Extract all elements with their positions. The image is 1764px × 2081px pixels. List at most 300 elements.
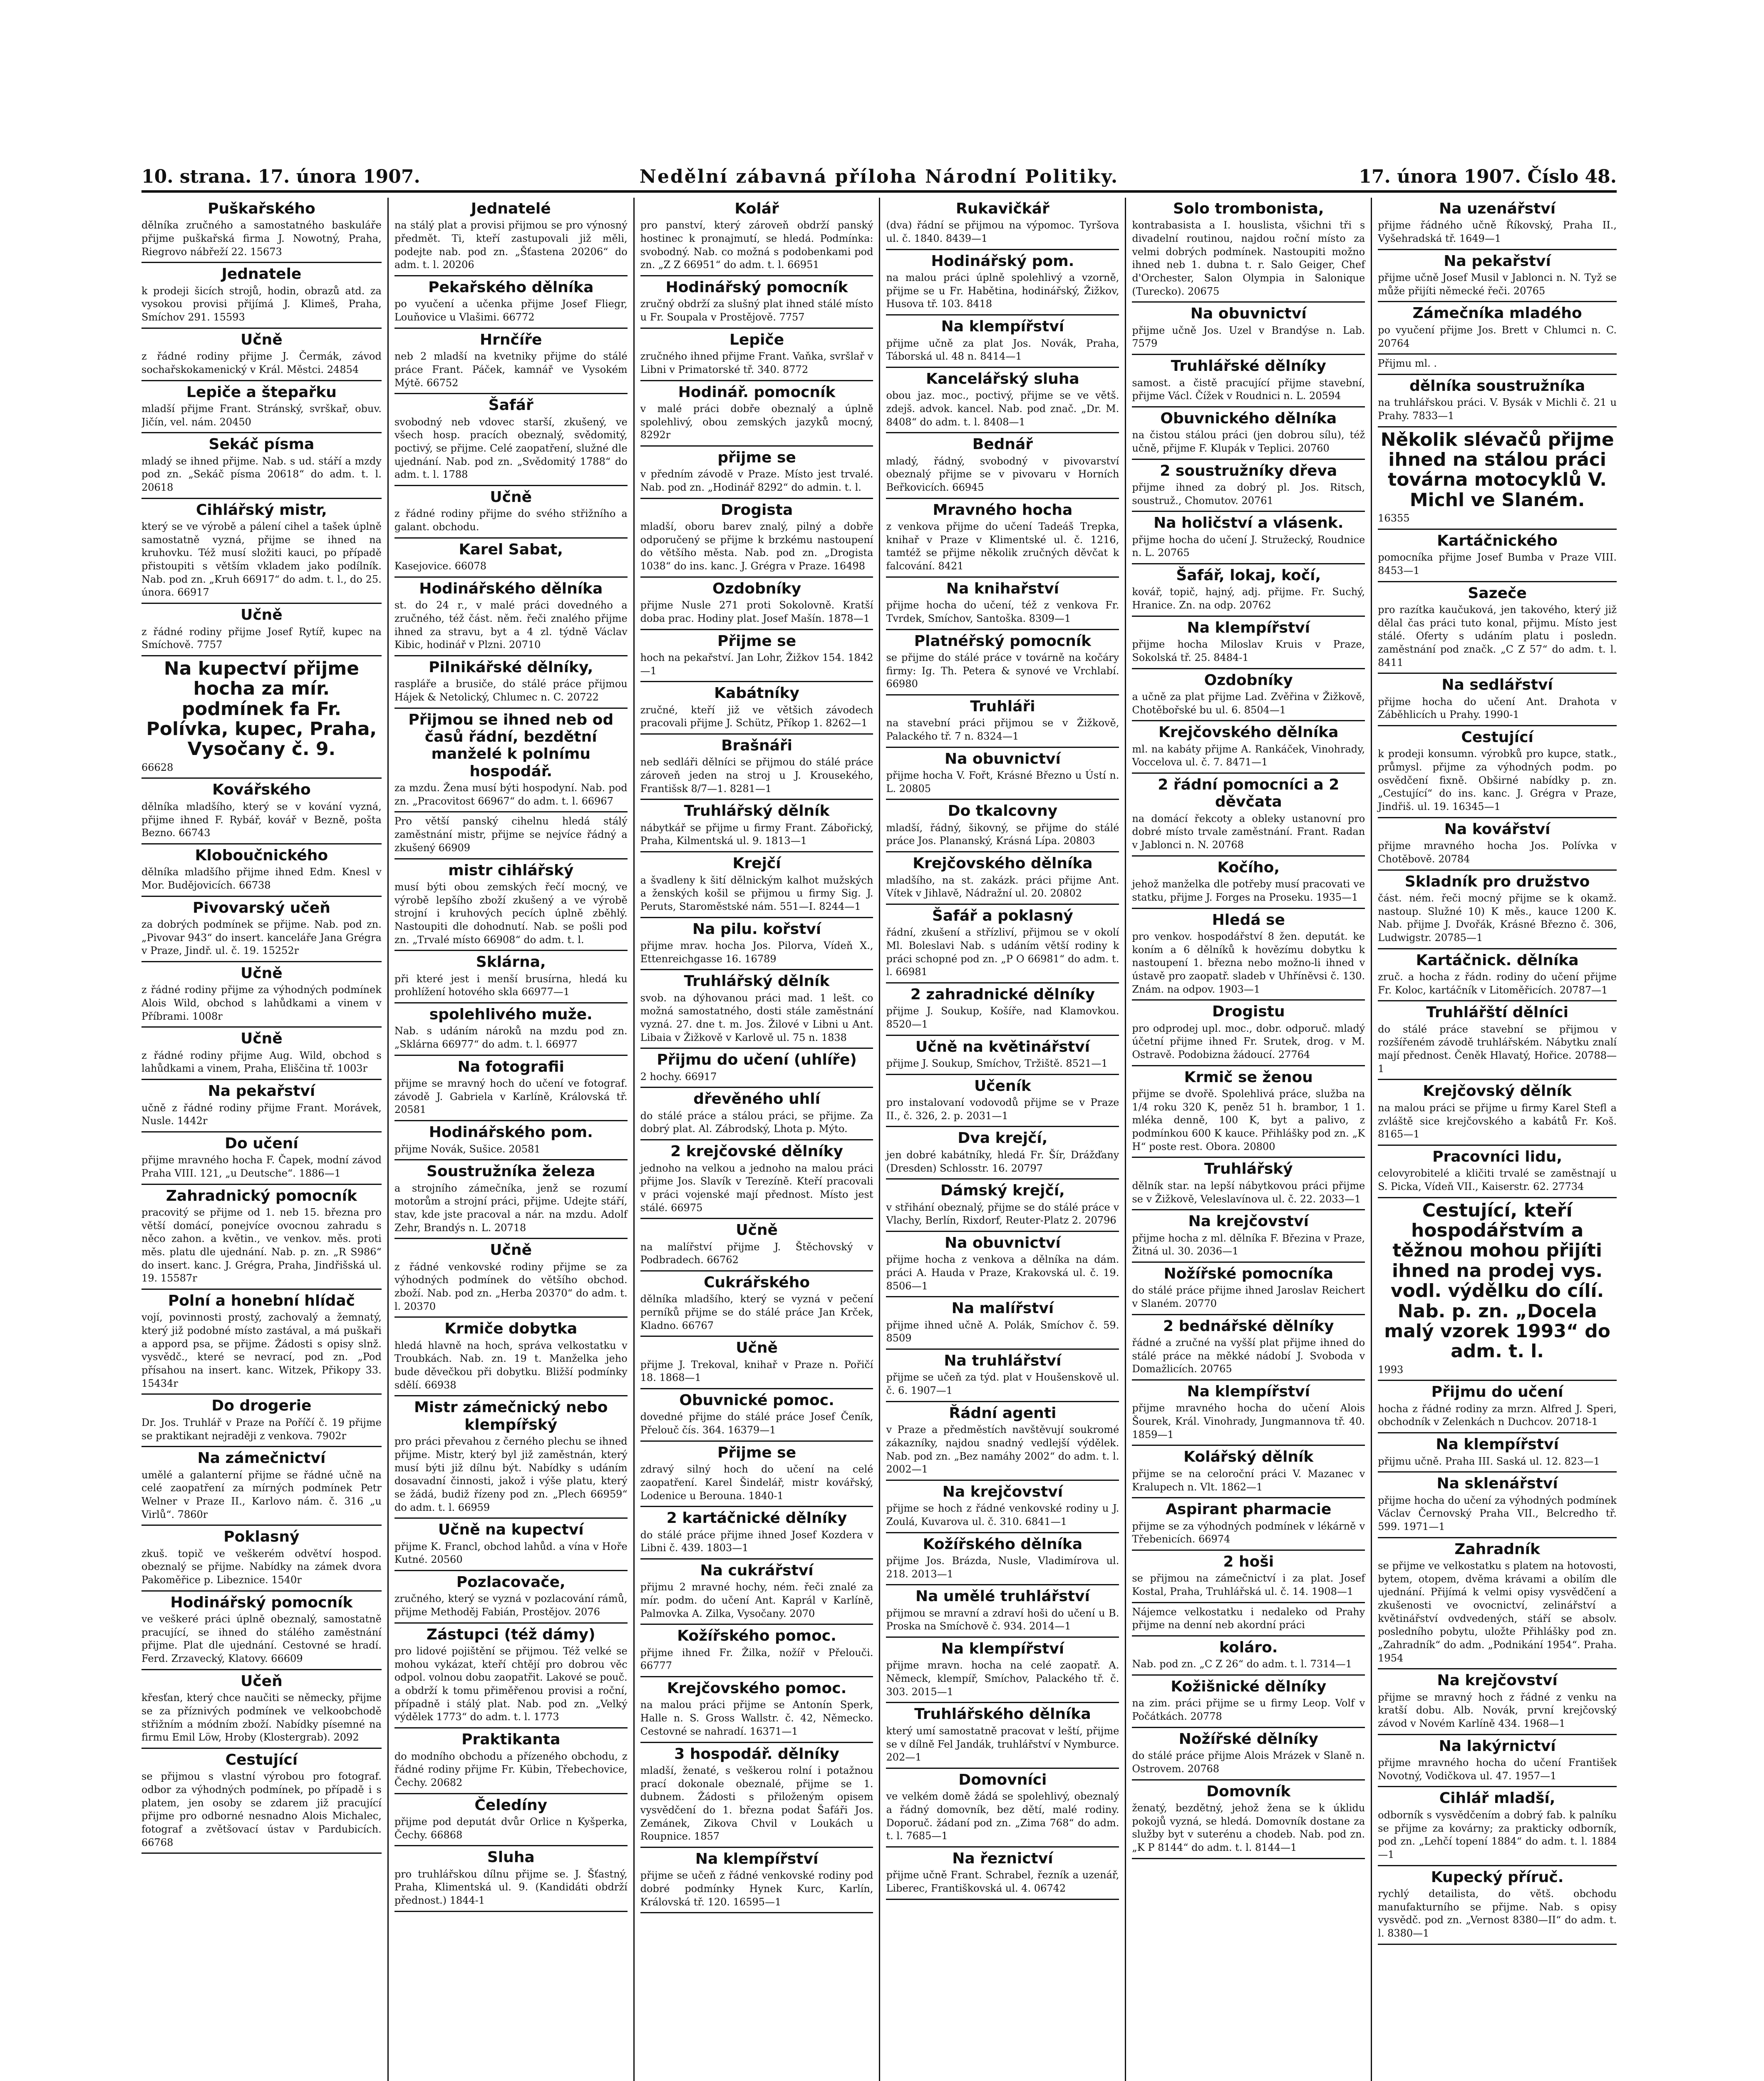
ad-body: přijme J. Trekoval, knihař v Praze n. Pořičí 18. 1868—1 [640,1358,873,1384]
ad-body: Nab. s udáním nároků na mzdu pod zn. „Sklárna 66977“ do adm. t. l. 66977 [394,1025,628,1050]
classified-ad [1132,1728,1365,1781]
ad-heading: Solo trombonistа, [1173,200,1324,217]
ad-heading: Hodinářský pom. [931,252,1074,270]
masthead [141,164,1617,193]
ad-heading: Cestující, kteří hospodářstvím a těžnou mohou přijíti ihned na prodej vys. vodl. výdělku do cílí. Nab. p. zn. „Docela malý vzorek 1993“ do adm. t. l. [1384,1199,1610,1362]
classified-ad [394,198,628,276]
classified-ad [141,604,382,656]
ad-heading: Čeledíny [474,1796,548,1814]
column-5 [1125,198,1371,2081]
ad-body: část. ném. řeči mocný přijme se k okamž. nastoup. Služné 10) K měs., kauce 1200 K. Nab. přijme J. Dvořák, Krásné Březno č. 306, Ludwigstr. 20785—1 [1378,892,1617,944]
classified-ad [886,198,1119,250]
classified-ad [1132,1498,1365,1551]
ad-heading: Na krejčovství [1437,1672,1558,1689]
ad-body: přijme mravného hocha do učení František Novotný, Vodičkova ul. 47. 1957—1 [1378,1757,1617,1782]
classified-ad [141,1080,382,1132]
ad-heading: Šafář a poklasný [932,907,1073,924]
ad-body: přijme hocha do učení Ant. Drahota v Záběhlicích u Prahy. 1990-1 [1378,695,1617,721]
classified-ad [394,1846,628,1912]
classified-ad [1132,355,1365,407]
classified-ad [141,499,382,604]
ad-body: po vyučení a učenka přijme Josef Fliegr, Louňovice u Vlašimi. 66772 [394,298,628,323]
ad-body: hocha z řádné rodiny za mrzn. Alfred J. Speri, obchodník v Zelenkách n Duchcov. 20718-1 [1378,1403,1617,1428]
ad-heading: Učeník [974,1077,1031,1095]
classified-ad [640,852,873,918]
ad-body: k prodeji konsumn. výrobků pro kupce, statk., průmysl. přijme za výhodných podm. po osvědčení fixně. Obširné nabídky p. zn. „Cestující“ do ins. kanc. J. Grégra v Praze, Jindřiš. ul. 19. 16345—1 [1378,748,1617,813]
ad-body: z řádné rodiny přijme do svého střižního a galant. obchodu. [394,508,628,533]
ad-heading: Karel Sabat, [459,541,563,558]
classified-ad [394,951,628,1003]
ad-heading: Na knihařství [946,580,1059,597]
ad-body: přijme učně Jos. Uzel v Brandýse n. Lab. 7579 [1132,324,1365,350]
ad-body: přijme se hoch z řádné venkovské rodiny u J. Zoulá, Kuvarova ul. č. 310. 6841—1 [886,1502,1119,1527]
ad-body: musí býti obou zemských řečí mocný, ve výrobě lepšího zboží zkušený a ve výrobě strojní i kruhových pecích úplně zběhlý. Nastoupiti dle dohodnutí. Nab. se pošli pod zn. „Trvalé místo 66908“ do adm. t. l. [394,881,628,946]
classified-ad [1378,949,1617,1002]
classified-ad [640,1049,873,1088]
ad-heading: Učně [241,965,283,982]
ad-heading: Šafář [488,397,533,414]
ad-heading: Na krejčovství [942,1483,1063,1500]
ad-body: k prodeji šicích strojů, hodin, obrazů atd. za vysokou provisi přijímá J. Klimeš, Praha, Smíchov 291. 15593 [141,285,382,323]
ad-body: ve velkém domě žádá se spolehlivý, obeznalý a řádný domovník, bez dětí, malé rodiny. Doporuč. žádaní pod zn. „Zima 768“ do adm. t. l. 7685—1 [886,1790,1119,1842]
ad-heading: Polní a honební hlídač [168,1292,355,1310]
ad-heading: Sluha [487,1849,535,1866]
ad-heading: Krmič se ženou [1184,1068,1313,1086]
classified-ad [141,1395,382,1447]
classified-ad [640,1140,873,1219]
classified-ad [141,962,382,1028]
ad-body: v Praze a předměstích navštěvují soukromé zákazníky, najdou snadný vedlejší výdělek. Nab. pod zn. „Bez namáhy 2002“ do adm. t. l. 2002—1 [886,1424,1119,1475]
ad-heading: Na fotografii [457,1058,564,1075]
ad-heading: Zástupci (též dámy) [426,1626,595,1643]
ad-body: 2 hochy. 66917 [640,1070,717,1083]
ad-body: v malé práci dobře obeznalý a úplně spolehlivý, obou zemských jazyků mocný, 8292r [640,402,873,441]
ad-heading: Truhlářského dělníka [914,1706,1091,1723]
ad-heading: Truhlářský dělník [684,973,830,990]
classified-ad [886,1127,1119,1180]
ad-body: v předním závodě v Praze. Místo jest trvalé. Nab. pod zn. „Hodinář 8292“ do admin. t. l. [640,468,873,494]
classified-ad [886,368,1119,433]
classified-ad [1132,1636,1365,1676]
ad-heading: 2 řádní pomocníci a 2 děvčata [1158,776,1340,811]
ad-heading: Zahradnický pomocník [166,1187,357,1204]
classified-ad [886,1533,1119,1586]
ad-body: pro práci převahou z černého plechu se ihned přijme. Mistr, který byl již zaměstnán, který musí býti již dílnu být. Nabídky s udáním dosavadní činnosti, jakož i výše platu, který se žádá, budiž řízeny pod zn. „Plech 66959“ do adm. t. l. 66959 [394,1435,628,1513]
ad-heading: Praktikanta [461,1731,561,1748]
ad-heading: Dva krejčí, [958,1130,1048,1147]
classified-ad [141,897,382,962]
ad-body: učně z řádné rodiny přijme Frant. Morávek, Nusle. 1442r [141,1102,382,1127]
ad-heading: Pekařského dělníka [428,279,594,296]
classified-ad [141,656,382,779]
ad-heading: Učně na kupectví [438,1521,584,1539]
ad-body: nábytkář se přijme u firmy Frant. Zábořický, Praha, Kilmentská ul. 9. 1813—1 [640,822,873,847]
ad-body: mladý, řádný, svobodný v pivovarství obeznalý přijme se v pivovaru v Horních Beřkovicích. 66945 [886,455,1119,494]
ad-body: mladší přijme Frant. Stránský, svrškař, obuv. Jičín, vel. nám. 20450 [141,402,382,428]
ad-heading: Kartáčnick. dělníka [1416,951,1579,969]
classified-ad [886,433,1119,499]
ad-body: Nájemce velkostatku i nedaleko od Prahy přijme na denní neb akordní práci [1132,1606,1365,1631]
ad-body: vojí, povinnosti prostý, zachovalý a žemnatý, který již podobné místo zastával, a má puškaři a appord psa, se přijme. Žádosti s opisy slnž. vysvědč., které se nevrací, pod zn. „Pod přísahou na insert. kanc. Witzek, Přikopy 33. 15434r [141,1311,382,1389]
ad-body: hoch na pekařství. Jan Lohr, Žižkov 154. 1842—1 [640,651,873,677]
ad-heading: 2 hoši [1223,1553,1274,1570]
classified-ad [1132,407,1365,460]
ad-heading: Cihlář mladší, [1439,1790,1556,1807]
ad-body: dělníka mladšího přijme ihned Edm. Knesl v Mor. Budějovicích. 66738 [141,866,382,891]
classified-ad [1132,1551,1365,1603]
ad-heading: Hledá se [1212,911,1285,929]
ad-heading: Na obuvnictví [944,1234,1061,1252]
ad-heading: Učně na květinářství [915,1038,1090,1055]
ad-heading: Ozdobníky [712,580,801,597]
classified-ad [141,1749,382,1854]
classified-ad [886,852,1119,905]
ad-body: raspláře a brusiče, do stálé práce přijmou Hájek & Netolický, Chlumec n. C. 20722 [394,678,628,703]
ad-heading: Dámský krejčí, [940,1182,1065,1199]
ad-body: se přijmou s vlastní výrobou pro fotograf. odbor za výhodných podmínek, po případě i s platem, jen osoby se zdarem již pracující přijme pro odborné nesnadno Alois Michalec, fotograf a zvětšovací ústav v Pardubicích. 66768 [141,1771,382,1848]
ad-body: z venkova přijme do učení Tadeáš Trepka, knihař v Praze v Klimentské ul. č. 1216, tamtéž se přijme několik zručných děvčat k falcování. 8421 [886,521,1119,572]
ad-heading: Cestující [1461,729,1533,746]
ad-heading: Řádní agenti [949,1404,1057,1422]
ad-body: obou jaz. moc., poctivý, přijme se ve větš. zdejš. advok. kancel. Nab. pod znač. „Dr. M. 8408“ do adm. t. l. 8408—1 [886,390,1119,428]
ad-body: přijme učně Josef Musil v Jablonci n. N. Tyž se může přijíti německé řeči. 20765 [1378,272,1617,297]
classified-ad [886,1703,1119,1768]
column-4 [879,198,1125,2081]
ad-heading: Hodinářský pomocník [665,279,848,296]
classified-ad [640,1507,873,1560]
ad-body: na malířství přijme J. Štěchovský v Podbradech. 66762 [640,1241,873,1266]
ad-body: řádní, zkušení a střízliví, přijmou se v okolí Ml. Boleslavi Nab. s udáním větší rodiny k práci schopné pod zn. „P O 66981“ do adm. t. l. 66981 [886,926,1119,978]
ad-heading: Krmiče dobytka [444,1320,578,1338]
ad-heading: Na klempířství [941,1640,1064,1658]
ad-body: po vyučení přijme Jos. Brett v Chlumci n. C. 20764 [1378,324,1617,349]
ad-heading: 2 soustružníky dřeva [1160,462,1337,479]
ad-body: dělníka mladšího, který se v kování vyzná, přijme ihned F. Rybář, kovář v Bezně, pošta Bezno. 66743 [141,800,382,839]
ad-heading: Sazeče [1468,584,1527,602]
ad-heading: Hodinářský pomocník [170,1594,353,1611]
ad-heading: Na holičství a vlásenk. [1154,514,1344,532]
column-2 [387,198,633,2081]
ad-body: přijme J. Soukup, Košíře, nad Klamovkou. 8520—1 [886,1005,1119,1030]
classified-ad [1132,198,1365,303]
ad-body: zkuš. topič ve veškerém odvětví hospod. obeznalý se přijme. Nabídky na zámek dvora Pakoměřice p. Libeznice. 1540r [141,1547,382,1586]
newspaper-page [141,164,1617,2081]
ad-heading: Aspirant pharmacie [1166,1501,1332,1518]
classified-ad [640,1389,873,1442]
ad-heading: přijme se [717,449,796,466]
ad-body: přijme K. Francl, obchod lahůd. a vína v Hoře Kutné. 20560 [394,1540,628,1566]
ad-body: na malou práci přijme se Antonín Sperk, Halle n. S. Gross Wallstr. č. 42, Německo. Cestovné se nahradí. 16371—1 [640,1699,873,1737]
ad-body: do stálé práce přijme ihned Jaroslav Reichert v Slaném. 20770 [1132,1284,1365,1309]
classified-ad [640,630,873,683]
classified-ad [640,1677,873,1743]
classified-ad [394,1571,628,1624]
ad-heading: Kovářského [212,781,311,799]
ad-heading: Pozlacovače, [456,1573,566,1591]
classified-ad [394,329,628,394]
ad-body: přijme J. Soukup, Smíchov, Tržiště. 8521—1 [886,1058,1108,1070]
ad-heading: Cestující [225,1751,298,1768]
ad-heading: Kožířského dělníka [923,1535,1083,1553]
classified-ad [886,578,1119,630]
ad-heading: Na lakýrnictví [1439,1737,1556,1755]
ad-body: pro truhlářskou dílnu přijme se. J. Šťastný, Praha, Klimentská ul. 9. (Kandidáti obdrží přednost.) 1844-1 [394,1868,628,1906]
ad-heading: mistr cihlářský [448,862,574,879]
ad-body: z řádné rodiny přijme Aug. Wild, obchod s lahůdkami a vinem, Praha, Eliščina tř. 1003r [141,1049,382,1075]
classified-ad [141,433,382,499]
classified-ad [1378,302,1617,355]
ad-body: přijme se za výhodných podmínek v lékárně v Třebenicích. 66974 [1132,1520,1365,1545]
ad-body: dělníka mladšího, který se vyzná v pečení perníků přijme se do stálé práce Jan Krček, Kladno. 66767 [640,1293,873,1331]
ad-body: svob. na dýhovanou práci mad. 1 lešt. co možná samostatného, dosti stále zaměstnání vyzná. 27. dne t. m. Jos. Žilové v Libni u Ant. Libaia v Žižkově v Karlově ul. 75 n. 1838 [640,992,873,1043]
ad-heading: Kolář [734,200,779,217]
classified-ad [1132,303,1365,355]
ad-heading: Přijmou se ihned neb od časů řádní, bezdětní manželé k polnímu hospodář. [408,711,614,780]
classified-ad [1378,1473,1617,1538]
ad-heading: Platnéřský pomocník [914,632,1092,650]
ad-heading: Zahradník [1454,1540,1540,1558]
classified-ad [394,859,628,951]
ad-body: mladšího, na st. zakázk. práci přijme Ant. Vítek v Jihlavě, Nádražní ul. 20. 20802 [886,874,1119,899]
ad-heading: Na klempířství [1436,1436,1559,1453]
classified-ad [394,1121,628,1160]
ad-heading: Pracovníci lidu, [1432,1148,1563,1165]
ad-body: mladý se ihned přijme. Nab. s ud. stáří a mzdy pod zn. „Sekáč písma 20618“ do adm. t. l. 20618 [141,455,382,494]
ad-heading: Šafář, lokaj, kočí, [1176,567,1321,584]
ad-body: hledá hlavně na hoch, správa velkostatku v Troubkách. Nab. zn. 19 t. Manželka jeho bude děvečkou při dobytku. Bližší podmínky sdělí. 66938 [394,1339,628,1391]
classified-ad [640,276,873,329]
ad-heading: Hodinář. pomocník [678,383,836,401]
ad-body: Přijmu ml. . [1378,358,1437,370]
ad-body: zručného, který se vyzná v pozlacování rámů, přijme Methoděj Fabián, Prostějov. 2076 [394,1593,628,1618]
classified-ad [1378,1198,1617,1381]
classified-ad [1378,582,1617,674]
ad-body: přijme Novák, Sušice. 20581 [394,1143,541,1155]
ad-body: na malou práci úplně spolehlivý a vzorně, přijme se u Fr. Habětina, hodinářský, Žižkov, Husova tř. 103. 8418 [886,272,1119,310]
classified-ad [141,329,382,381]
ad-body: odborník s vysvědčením a dobrý fab. k palníku se přijme za kovárny; za prakticky odborník, pod zn. „Lehčí topení 1884“ do adm. t. l. 1884—1 [1378,1809,1617,1860]
ad-heading: Na pilu. kořství [692,920,821,938]
classified-ad [1132,909,1365,1001]
classified-ad [640,800,873,852]
ad-heading: Krejčí [732,855,781,872]
ad-heading: 2 bednářské dělníky [1163,1317,1334,1335]
ad-body: přijme hocha Miloslav Kruis v Praze, Sokolská tř. 25. 8484-1 [1132,638,1365,663]
ad-heading: Bednář [972,436,1033,453]
classified-ad [640,918,873,971]
classified-ad [886,1848,1119,1900]
ad-heading: Nožířské pomocníka [1164,1265,1334,1282]
ad-heading: Sklárna, [476,954,546,971]
ad-body: na domácí řekcoty a obleky ustanovní pro dobré místo trvale zaměstnání. Frant. Radan v Jablonci n. N. 20768 [1132,812,1365,851]
ad-body: jednoho na velkou a jednoho na malou práci přijme Jos. Slavík v Terezíně. Kteří pracovali v práci vojenské mají přednost. Místo jest stálé. 66975 [640,1162,873,1214]
classified-ad [1132,774,1365,857]
classified-ad [1378,375,1617,427]
ad-heading: Kočího, [1217,859,1280,876]
classified-ad [1132,1381,1365,1446]
ad-body: Nab. pod zn. „C Z 26“ do adm. t. l. 7314—1 [1132,1658,1352,1670]
ad-heading: Učeň [241,1672,283,1690]
ad-body: 1993 [1378,1363,1404,1376]
classified-ad [886,1350,1119,1402]
ad-heading: Krejčovského dělníka [1159,724,1339,741]
ad-body: kovář, topič, hajný, adj. přijme. Fr. Suchý, Hranice. Zn. na odp. 20762 [1132,586,1365,611]
ad-heading: Hodinářského dělníka [419,580,603,597]
classified-ad [1378,1433,1617,1473]
ad-heading: Zámečníka mladého [1412,305,1582,322]
ad-body: přijme hocha z ml. dělníka F. Březina v Praze, Žitná ul. 30. 2036—1 [1132,1232,1365,1257]
classified-ad [640,735,873,800]
ad-heading: Krejčovský dělník [1423,1083,1572,1100]
ad-heading: Truhláři [970,698,1035,715]
classified-ad [1378,1001,1617,1080]
ad-heading: Na pekařství [1444,252,1551,270]
ad-heading: Na sklenářství [1437,1475,1558,1492]
ad-heading: Cukrářského [704,1274,810,1291]
ad-heading: Na klempířství [1187,619,1310,636]
classified-ad [141,1185,382,1290]
ad-heading: Přijme se [717,632,796,650]
ad-heading: Cihlářský mistr, [196,501,327,519]
ad-body: přijme mravného hocha do učení Alois Šourek, Král. Vinohrady, Jungmannova tř. 40. 1859—1 [1132,1402,1365,1440]
ad-body: z řádné rodiny přijme J. Čermák, závod sochařskokamenický v Král. Městci. 24854 [141,350,382,375]
ad-body: se přijmou na zámečnictví i za plat. Josef Kostal, Praha, Truhlářská ul. č. 14. 1908—1 [1132,1572,1365,1598]
ad-heading: Ozdobníky [1204,671,1293,689]
classified-ad [141,1592,382,1670]
ad-body: který se ve výrobě a pálení cihel a tašek úplně samostatně vyzná, přijme se ihned na kruhovku. Též musí složiti kauci, po případě přistoupiti s větším vkladem jako podílník. Nab. pod zn. „Kruh 66917“ do adm. t. l., do 25. února. 66917 [141,521,382,598]
classified-ad [1378,250,1617,303]
classified-columns [141,198,1617,2081]
ad-body: dovedné přijme do stálé práce Josef Čeník, Přelouč čís. 364. 16379—1 [640,1411,873,1436]
classified-ad [141,1290,382,1395]
classified-ad [394,1396,628,1519]
ad-body: ve veškeré práci úplně obeznalý, samostatně pracující, se ihned do stálého zaměstnání přijme. Plat dle ujednání. Cestovné se hradí. Ferd. Zrzavecký, Klatovy. 66609 [141,1613,382,1665]
classified-ad [640,1442,873,1507]
classified-ad [886,1297,1119,1350]
classified-ad [1132,1263,1365,1315]
ad-heading: Do drogerie [211,1397,312,1415]
ad-body: ml. na kabáty přijme A. Rankáček, Vinohrady, Voccelova ul. č. 7. 8471—1 [1132,743,1365,768]
classified-ad [640,1560,873,1625]
ad-heading: Jednatele [221,266,302,283]
classified-ad [886,315,1119,368]
classified-ad [886,630,1119,695]
ad-body: přijme učně za plat Jos. Novák, Praha, Táborská ul. 48 n. 8414—1 [886,337,1119,363]
ad-heading: 2 kartáčnické dělníky [666,1510,847,1527]
classified-ad [1378,1669,1617,1735]
ad-body: Kasejovice. 66078 [394,560,486,572]
classified-ad [141,1670,382,1749]
ad-body: neb sedláři dělníci se přijmou do stálé práce zároveň jeden na stroj u J. Krousekého, Františsk 8/7—1. 8281—1 [640,756,873,795]
ad-heading: Soustružníka železa [427,1163,595,1180]
ad-heading: Učně [241,606,283,624]
ad-heading: Truhlářský [1204,1160,1293,1178]
ad-body: a švadleny k šití dělnickým kalhot mužských a ženských košil se přijmou u firmy Sig. J. Peruts, Staroměstské nám. 551—I. 8244—1 [640,874,873,912]
ad-heading: Kartáčnického [1437,532,1558,549]
classified-ad [886,983,1119,1036]
ad-heading: Domovník [1206,1783,1291,1800]
ad-heading: Truhlářský dělník [684,802,830,820]
ad-body: 66628 [141,761,174,773]
ad-body: do stálé práce stavební se přijmou v rozšířeném závodě truhlářském. Nábytku znalí mají přednost. Čeněk Hlavatý, Hořice. 20788—1 [1378,1023,1617,1075]
classified-ad [640,682,873,735]
ad-body: se přijme ve velkostatku s platem na hotovosti, bytem, otopem, dvěma krávami a obilím dle ujednání. Přijímá k velmi opisy vysvědčení a zkušenosti ve ovocnictví, zelinářství a květinářství ovdvedených, stáří se absolv. posledního pobytu, uložte Přihlášky pod zn. „Zahradník“ do adm. „Podnikání 1954“. Praha. 1954 [1378,1560,1617,1664]
column-6 [1371,198,1617,2081]
ad-heading: Krejčovského dělníka [913,855,1093,872]
ad-body: pracovitý se přijme od 1. neb 15. března pro větší domácí, ponejvíce ovocnou zahradu s něco zahon. a květin., ve venkov. měs. proti měs. platu dle ujednání. Nab. p. zn. „R S986“ do insert. kanc. J. Grégra, Praha, Jindřišská ul. 19. 15587r [141,1207,382,1284]
ad-heading: Truhlářské dělníky [1171,358,1326,375]
ad-body: který umí samostatně pracovat v leští, přijme se v dílně Fel Jandák, truhlářství v Nymburce. 202—1 [886,1725,1119,1763]
ad-body: pro venkov. hospodářství 8 žen. deputát. ke koním a 6 dělníků k hovězímu dobytku k nastoupení 1. března nebo možno-li ihned v ústavě pro zaopatř. sladeb v Uhříněvsi č. 130. Znám. na odpov. 1903—1 [1132,930,1365,995]
ad-body: zdravý silný hoch do učení na celé zaopatření. Karel Šindelář, mistr kovářský, Lodenice u Berouna. 1840-1 [640,1463,873,1502]
ad-body: křesťan, který chce naučiti se německy, přijme se za příznivých podmínek ve velkoobchodě střižním a módním zboží. Nabídky písemné na firmu Emil Löw, Hroby (Klostergrab). 2092 [141,1692,382,1743]
ad-heading: Rukavičkář [956,200,1049,217]
ad-heading: Hrnčíře [480,331,542,348]
classified-ad [141,1028,382,1080]
classified-ad [640,198,873,276]
classified-ad [886,499,1119,578]
ad-body: přijme hocha V. Fořt, Krásné Březno u Ústí n. L. 20805 [886,770,1119,795]
ad-body: neb 2 mladší na kvetniky přijme do stálé práce Frant. Páček, kamnář ve Vysokém Mýtě. 66752 [394,350,628,389]
ad-body: pro panství, který zároveň obdrží panský hostinec k pronajmutí, se hledá. Podmínka: svobodný. Nab. co možná s podobenkami pod zn. „Z Z 66951“ do adm. t. l. 66951 [640,219,873,271]
ad-heading: Sekáč písma [208,436,315,453]
classified-ad [640,447,873,499]
classified-ad [394,276,628,329]
classified-ad [394,1003,628,1056]
ad-body: st. do 24 r., v malé práci dovedného a zručného, též část. něm. řeči znalého přijme ihned za stravu, byt a 4 zl. týdně Václav Kibic, hodinář v Plzni. 20710 [394,599,628,651]
ad-heading: Obuvnické pomoc. [679,1392,834,1409]
ad-body: za dobrých podmínek se přijme. Nab. pod zn. „Pivovar 943“ do insert. kanceláře Jana Grégra v Praze, Jindř. ul. č. 19. 15252r [141,919,382,957]
ad-heading: Kabátníky [714,685,799,702]
classified-ad [640,1743,873,1848]
classified-ad [394,1239,628,1318]
classified-ad [1132,1676,1365,1728]
ad-heading: Přijmu do učení [1431,1383,1563,1401]
ad-body: Dr. Jos. Truhlář v Praze na Poříčí č. 19 přijme se praktikant nejraději z venkova. 7902r [141,1416,382,1442]
ad-heading: Truhlářští dělníci [1426,1004,1568,1021]
ad-body: pro instalovaní vodovodů přijme se v Praze II., č. 326, 2. p. 2031—1 [886,1097,1119,1122]
ad-body: za mzdu. Žena musí býti hospodyní. Nab. pod zn. „Pracovitost 66967“ do adm. t. l. 66967 [394,782,628,807]
classified-ad [886,1402,1119,1481]
ad-body: mladší, řádný, šikovný, se přijme do stálé práce Jos. Plananský, Krásná Lípa. 20803 [886,822,1119,847]
classified-ad [141,381,382,434]
classified-ad [886,800,1119,852]
ad-body: do stálé práce přijme Alois Mrázek v Slaně n. Ostrovem. 20768 [1132,1750,1365,1775]
ad-heading: Učně [241,331,283,348]
ad-heading: Učně [736,1222,778,1239]
classified-ad [394,539,628,578]
classified-ad [1132,512,1365,564]
classified-ad [886,1232,1119,1297]
classified-ad [1378,1787,1617,1866]
ad-body: do stálé práce a stálou práci, se přijme. Za dobrý plat. Al. Zábrodský, Lhota p. Mýto. [640,1110,873,1135]
classified-ad [1378,871,1617,949]
classified-ad [640,1088,873,1140]
classified-ad [394,812,628,859]
ad-body: v střihání obeznalý, přijme se do stálé práce v Vlachy, Berlín, Rixdorf, Reuter-Platz 2. 20796 [886,1201,1119,1227]
ad-body: přijmou se mravní a zdraví hoši do učení u B. Proska na Smíchově č. 934. 2014—1 [886,1607,1119,1632]
ad-body: přijmu učně. Praha III. Saská ul. 12. 823—1 [1378,1455,1600,1467]
ad-body: přijme učně Frant. Schrabel, řezník a uzenář, Liberec, Františkovská ul. 4. 06742 [886,1869,1119,1895]
classified-ad [141,1132,382,1185]
classified-ad [640,381,873,447]
classified-ad [394,1624,628,1728]
classified-ad [640,1271,873,1337]
classified-ad [394,656,628,709]
classified-ad [1378,530,1617,582]
classified-ad [394,1318,628,1396]
ad-heading: Drogista [720,501,793,519]
